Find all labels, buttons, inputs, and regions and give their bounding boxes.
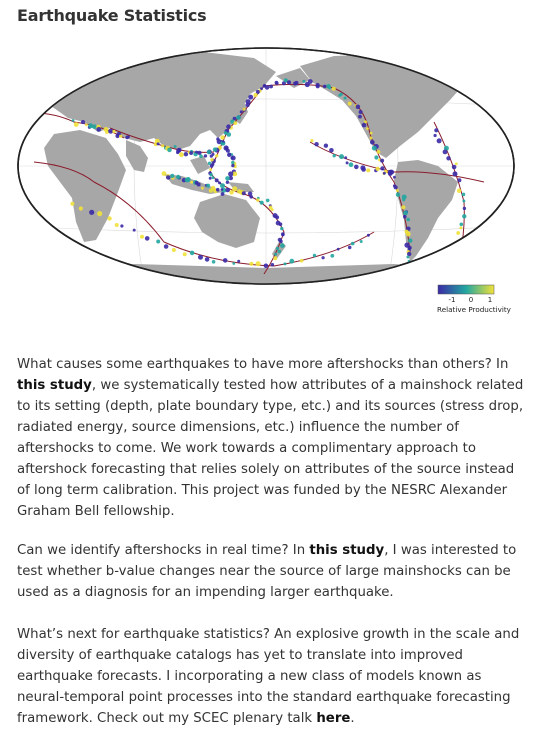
earthquake-dot [289,259,294,264]
earthquake-dot [455,162,458,165]
earthquake-dot [236,115,241,120]
earthquake-dot [166,175,170,179]
p2-text-before: Can we identify aftershocks in real time? In [17,543,310,558]
earthquake-dot [231,161,234,164]
earthquake-dot [279,240,283,244]
earthquake-dot [274,253,277,256]
earthquake-dot [226,181,229,184]
earthquake-dot [406,256,409,259]
earthquake-dot [359,110,363,114]
earthquake-dot [249,195,253,199]
earthquake-dot [72,119,75,122]
earthquake-dot [156,240,160,244]
p3-text-after: . [350,711,355,726]
earthquake-dot [209,168,212,171]
earthquake-dot [264,264,269,269]
earthquake-dot [354,165,359,170]
earthquake-dot [332,87,336,91]
earthquake-dot [366,168,370,172]
colorbar-tick-min: -1 [448,296,456,304]
earthquake-dot [280,243,285,248]
earthquake-dot [225,188,230,193]
earthquake-dot [133,229,136,232]
earthquake-dot [406,232,411,237]
earthquake-dot [460,223,464,227]
earthquake-dot [249,262,253,266]
earthquake-dot [271,208,274,211]
earthquake-dot [370,140,375,145]
earthquake-dot [316,83,320,87]
earthquake-dot [329,148,334,153]
earthquake-dot [210,164,214,168]
earthquake-dot [221,192,225,196]
earthquake-dot [389,170,394,175]
earthquake-dot [380,159,384,163]
earthquake-dot [446,156,450,160]
earthquake-dot [349,162,354,167]
earthquake-dot [204,154,207,157]
earthquake-dot [96,127,101,132]
earthquake-dot [269,85,273,89]
colorbar-tick-mid: 0 [468,296,474,304]
earthquake-dot [372,146,377,151]
earthquake-dot [140,235,144,239]
earthquake-dot [225,176,230,181]
earthquake-dot [115,223,119,227]
earthquake-dot [221,188,224,191]
earthquake-dot [323,85,327,89]
earthquake-dot [380,166,384,170]
earthquake-dot [220,183,225,188]
earthquake-dot [237,260,240,263]
earthquake-dot [310,139,313,142]
earthquake-dot [403,211,408,216]
earthquake-dot [393,176,396,179]
earthquake-dot [220,135,224,139]
earthquake-dot [396,193,400,197]
earthquake-dot [281,233,284,236]
earthquake-dot [212,260,216,264]
earthquake-dot [260,201,264,205]
earthquake-dot [266,199,270,203]
earthquake-dot [403,215,407,219]
earthquake-dot [271,263,274,266]
earthquake-dot [112,130,115,133]
earthquake-dot [179,152,184,157]
earthquake-dot [162,171,167,176]
earthquake-dot [348,102,352,106]
earthquake-dot [105,130,109,134]
earthquake-dot [358,115,362,119]
earthquake-dot [79,206,83,210]
earthquake-dot [207,150,211,154]
earthquake-dot [453,171,458,176]
earthquake-dot [457,178,461,182]
colorbar-tick-max: 1 [487,296,493,304]
earthquake-dot [337,248,340,251]
earthquake-dot [157,142,160,145]
earthquake-dot [92,124,97,129]
earthquake-dot [223,258,228,263]
earthquake-dot [370,137,373,140]
earthquake-dot [189,151,193,155]
earthquake-dot [434,128,438,132]
earthquake-dot [383,172,386,175]
paragraph-next-steps [17,624,527,729]
earthquake-dot [186,177,191,182]
earthquake-dot [190,181,193,184]
earthquake-dot [89,210,94,215]
colorbar-label: Relative Productivity [437,305,511,314]
earthquake-dot [228,171,233,176]
earthquake-dot [216,188,220,192]
earthquake-dot [198,255,203,260]
earthquake-dot [356,105,361,110]
earthquake-dot [97,211,102,216]
earthquake-dot [330,254,334,258]
earthquake-dot [215,154,218,157]
earthquake-dot [119,135,122,138]
earthquake-dot [300,259,304,263]
earthquake-dot [210,155,213,158]
earthquake-dot [443,150,448,155]
earthquake-dot [197,183,201,187]
earthquake-dot [74,122,79,127]
earthquake-dot [295,81,299,85]
earthquake-dot [174,145,177,148]
earthquake-dot [170,174,174,178]
earthquake-dot [434,134,437,137]
earthquake-dot [167,148,172,153]
paragraph-b-value [17,540,527,603]
earthquake-dot [176,148,181,153]
earthquake-dot [226,149,230,153]
earthquake-dot [224,131,228,135]
earthquake-dot [361,167,366,172]
earthquake-dot [233,121,237,125]
earthquake-dot [333,154,336,157]
earthquake-dot [348,246,352,250]
earthquake-dot [210,158,213,161]
earthquake-dot [184,152,188,156]
earthquake-dot [276,247,279,250]
earthquake-dot [344,156,347,159]
earthquake-dot [209,173,212,176]
earthquake-dot [340,93,343,96]
earthquake-dot [463,207,466,210]
earthquake-dot [459,226,462,229]
earthquake-dot [107,216,111,220]
earthquake-dot [197,151,201,155]
earthquake-dot [401,205,405,209]
earthquake-dot [256,261,261,266]
earthquake-dot [278,250,282,254]
earthquake-dot [402,198,405,201]
earthquake-dot [280,227,283,230]
earthquake-dot [302,80,305,83]
earthquake-dot [452,165,457,170]
p3-text-before: What’s next for earthquake statistics? An explosive growth in the scale and diversity of earthquake catalogs has yet to translate into improved earthquake forecasts. I incorporating a new class of models known as neural-temporal point processes into the standard earthquake forecasting framework. Check out my SCEC plenary talk [17,627,520,726]
earthquake-dot [145,236,150,241]
this-study-link-2[interactable]: this study [309,543,385,558]
earthquake-dot [243,108,246,111]
earthquake-dot [275,81,279,85]
earthquake-dot [406,218,410,222]
earthquake-dot [314,142,318,146]
earthquake-dot [201,187,204,190]
earthquake-dot [70,202,74,206]
earthquake-dot [242,191,246,195]
earthquake-dot [346,161,349,164]
earthquake-dot [457,189,461,193]
earthquake-dot [232,262,235,265]
earthquake-dot [240,110,243,113]
earthquake-dot [287,80,291,84]
earthquake-dot [322,256,325,259]
earthquake-dot [81,120,85,124]
earthquake-dot [275,215,279,219]
earthquake-dot [206,184,210,188]
earthquake-dot [396,189,399,192]
earthquake-dot [362,123,367,128]
earthquake-dot [313,254,316,257]
earthquake-dot [161,144,164,147]
earthquake-dot [183,252,187,256]
earthquake-dot [85,123,88,126]
earthquake-dot [370,132,373,135]
earthquake-dot [408,238,412,242]
colorbar [437,285,512,314]
earthquake-dot [125,136,129,140]
earthquake-dot [279,222,283,226]
earthquake-dot [253,93,257,97]
earthquake-dot [456,231,460,235]
earthquake-dot [339,154,344,159]
this-study-link-1[interactable]: this study [17,378,92,393]
p1-text-before: What causes some earthquakes to have more aftershocks than others? In [17,357,509,372]
scec-talk-here-link[interactable]: here [316,711,351,726]
earthquake-dot [256,198,259,201]
earthquake-dot [308,79,313,84]
earthquake-dot [462,200,465,203]
earthquake-dot [324,144,328,148]
earthquake-dot [222,142,225,145]
earthquake-dot [273,256,277,260]
earthquake-dot [231,156,234,159]
earthquake-dot [231,164,234,167]
earthquake-dot [120,224,123,227]
earthquake-dot [437,138,442,143]
colorbar-gradient [438,285,494,294]
earthquake-dot [227,153,231,157]
earthquake-dot [245,103,249,107]
earthquake-dot [232,186,237,191]
earthquake-dot [394,185,398,189]
earthquake-dot [212,176,215,179]
earthquake-dot [351,242,355,246]
greenland-landmass [434,52,476,78]
earthquake-dot [284,262,287,265]
world-map-figure [14,42,520,318]
earthquake-dot [462,214,466,218]
earthquake-dot [344,97,347,100]
earthquake-dot [215,178,219,182]
earthquake-dot [248,95,253,100]
earthquake-dot [213,147,217,151]
earthquake-dot [265,85,270,90]
earthquake-dot [376,167,380,171]
earthquake-dot [462,193,466,197]
p2-text-after: , I was interested to test whether b-value changes near the source of large mainshocks can be used as a diagnosis for an impending larger earthquake. [17,543,517,600]
earthquake-dot [366,127,369,130]
earthquake-dot [360,240,363,243]
earthquake-dot [205,257,210,262]
earthquake-dot [176,175,180,179]
earthquake-dot [328,86,331,89]
earthquake-dot [164,244,169,249]
p1-text-after: , we systematically tested how attributes of a mainshock related to its setting (depth, plate boundary type, etc.) and its sources (stress drop, radiated energy, source dimensions, etc.) influence the number of aftershocks to come. We work towards a complimentary approach to aftershock forecasting that relies solely on attributes of the source instead of long term calibration. This project was funded by the NESRC Alexander Graham Bell fellowship. [17,378,524,519]
map-content [18,48,514,292]
earthquake-dot [377,150,381,154]
page-title: Earthquake Statistics [17,6,207,25]
earthquake-dot [226,124,231,129]
paragraph-aftershock-productivity [17,354,527,522]
earthquake-dot [209,177,212,180]
earthquake-dot [172,248,176,252]
earthquake-dot [88,123,93,128]
earthquake-map [14,42,520,318]
earthquake-dot [218,181,221,184]
earthquake-dot [374,155,378,159]
earthquake-dot [199,154,203,158]
earthquake-dot [190,251,195,256]
earthquake-dot [367,234,370,237]
